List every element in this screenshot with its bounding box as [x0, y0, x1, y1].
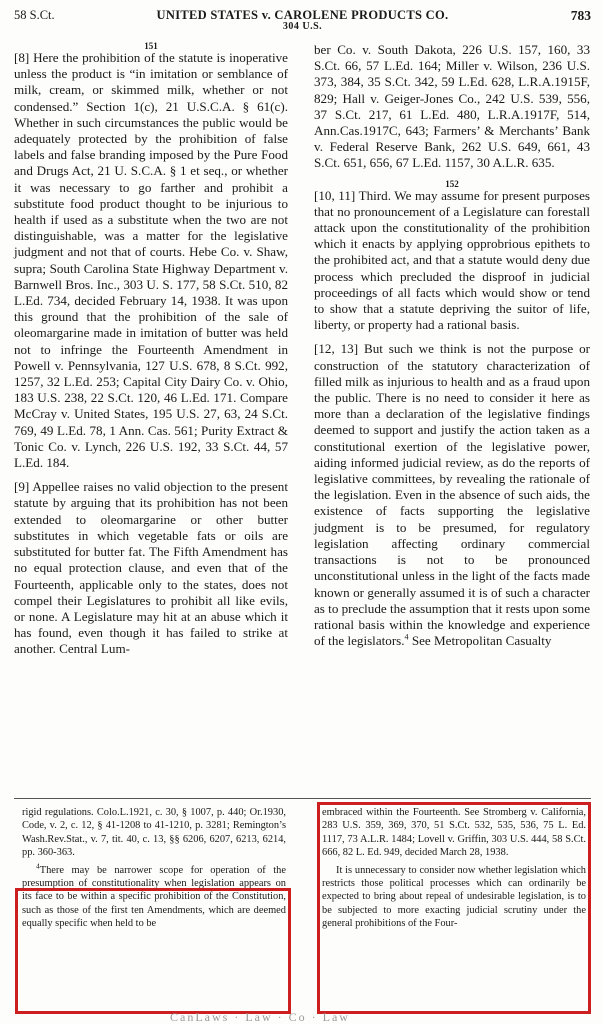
paragraph-12-13 — [314, 341, 590, 649]
headnote-number: [8] — [14, 50, 30, 65]
paragraph-text: Third. We may assume for present purposes that no pronouncement of a Legislature can forestall attack upon the constitutionality of the prohibition which it enacts by applying opprobrious epithets to the prohibited act, and that a statute would deny due process which precluded the disproof in judicial proceedings of all facts which would show or tend to show that a statute depriving the suitor of life, liberty, or property had a rational basis. — [314, 187, 590, 333]
star-page-marker: 152 — [445, 178, 459, 189]
headnote-number: [9] — [14, 479, 30, 495]
paragraph-text-tail: See Metropolitan Casualty — [411, 633, 552, 649]
footnote-continuation: rigid regulations. Colo.L.1921, c. 30, § 1007, p. 440; Or.1930, Code, v. 2, c. 12, § 41-1208 to 41-1210, p. 3281; Remington’s Wash.Rev.Stat., v. 7, tit. 40, c. 13, §§ 6206, 6207, 6213, 6214, pp. 360-363. — [22, 807, 286, 859]
footnote-4-paragraph-2: It is unnecessary to consider now whether legislation which restricts those political processes which can ordinarily be expected to bring about repeal of undesirable legislation, is to be subjected to more exacting judicial scrutiny under the general prohibitions of the Four- — [322, 864, 586, 930]
footnote-number: 4 — [36, 861, 40, 871]
case-title: UNITED STATES v. CAROLENE PRODUCTS CO. — [156, 8, 449, 22]
paragraph-text: But such we think is not the purpose or construction of the statutory characterization of filled milk as injurious to health and as a fraud upon the public. There is no need to consider it here as more than a declaration of the legislative findings deemed to support and justify the action taken as a constitutional exertion of the legislative power, aiding informed judicial review, as do the reports of legislative committees, by revealing the rationale of the legislation. Even in the absence of such aids, the existence of facts supporting the legislative judgment is to be presumed, for regulatory legislation affecting ordinary commercial transactions is not to be pronounced unconstitutional unless in the light of the facts made known or generally assumed it is of such a character as to preclude the assumption that it rests upon some rational basis within the knowledge and experience of the legislators. — [314, 341, 591, 649]
footnote-text: There may be narrower scope for operation of the presumption of constitutionality when legislation appears on its face to be within a specific prohibition of the Constitution, such as those of the first ten Amendments, which are deemed equally specific when held to be — [22, 864, 286, 930]
paragraph-9 — [14, 479, 288, 657]
star-page-marker: 151 — [144, 41, 158, 51]
footnote-reference[interactable]: 4 — [404, 632, 409, 642]
watermark: CanLaws · Law · Co · Law — [170, 1010, 350, 1024]
page-header — [14, 6, 591, 30]
us-reporter-citation: 304 U.S. — [282, 21, 323, 32]
headnote-number: [10, 11] — [314, 187, 356, 203]
paragraph-10-11 — [314, 188, 590, 334]
right-column — [314, 42, 590, 649]
footnote-4-continuation: embraced within the Fourteenth. See Stromberg v. California, 283 U.S. 359, 369, 370, 51 S.Ct. 532, 535, 536, 75 L. Ed. 1117, 73 A.L.R. 1484; Lovell v. Griffin, 303 U.S. 444, 58 S.Ct. 666, 82 L. Ed. 949, decided March 28, 1938. — [322, 807, 586, 859]
footnote-divider — [14, 798, 591, 799]
page-number: 783 — [570, 8, 591, 23]
highlight-box-right — [317, 802, 591, 1014]
left-column — [14, 42, 288, 658]
continuation-paragraph: ber Co. v. South Dakota, 226 U.S. 157, 160, 33 S.Ct. 66, 57 L.Ed. 164; Miller v. Wilson, 236 U.S. 373, 384, 35 S.Ct. 342, 59 L.Ed. 628, L.R.A.1915F, 829; Hall v. Geiger-Jones Co., 242 U.S. 539, 556, 37 S.Ct. 217, 61 L.Ed. 480, L.R.A.1917F, 514, Ann.Cas.1917C, 643; Farmers’ & Merchants’ Bank v. Federal Reserve Bank, 262 U.S. 649, 661, 43 S.Ct. 651, 656, 67 L.Ed. 1157, 30 A.L.R. 635. — [314, 42, 590, 171]
paragraph-text: Here the prohibition of the statute is inoperative unless the product is “in imitation or semblance of milk, cream, or skimmed milk, whether or not condensed.” Section 1(c), 21 U.S.C.A. § 61(c). Whether in such circumstances the public would be adequately protected by the prohibition of false labels and false branding imposed by the Pure Food and Drugs Act, 21 U. S.C.A. § 1 et seq., or whether it was necessary to go farther and prohibit a substitute food product thought to be injurious to health if used as a substitute when the two are not distinguishable, was a matter for the legislative judgment and not that of courts. Hebe Co. v. Shaw, supra; South Carolina State Highway Department v. Barnwell Bros. Inc., 303 U. S. 177, 58 S.Ct. 510, 82 L.Ed. 734, decided February 14, 1938. It was upon this ground that the prohibition of the sale of oleomargarine made in imitation of butter was held not to infringe the Fourteenth Amendment in Powell v. Pennsylvania, 127 U.S. 678, 8 S.Ct. 992, 1257, 32 L.Ed. 253; Capital City Dairy Co. v. Ohio, 183 U.S. 238, 22 S.Ct. 120, 46 L.Ed. 171. Compare McCray v. United States, 195 U.S. 27, 63, 24 S.Ct. 769, 49 L.Ed. 78, 1 Ann. Cas. 561; Purity Extract & Tonic Co. v. Lynch, 226 U.S. 192, 33 S.Ct. 44, 57 L.Ed. 184. — [14, 50, 288, 471]
paragraph-8 — [14, 50, 288, 471]
reporter-citation: 58 S.Ct. — [14, 8, 55, 22]
headnote-number: [12, 13] — [314, 341, 359, 357]
highlight-box-left — [15, 888, 291, 1014]
paragraph-text: Appellee raises no valid objection to the present statute by arguing that its prohibition has not been extended to oleomargarine or other butter substitutes in which vegetable fats or oils are substituted for butter fat. The Fifth Amendment has no equal protection clause, and even that of the Fourteenth, applicable only to the states, does not compel their Legislatures to prohibit all like evils, or none. A Legislature may hit at an abuse which it has found, even though it has failed to strike at another. Central Lum- — [14, 479, 288, 657]
